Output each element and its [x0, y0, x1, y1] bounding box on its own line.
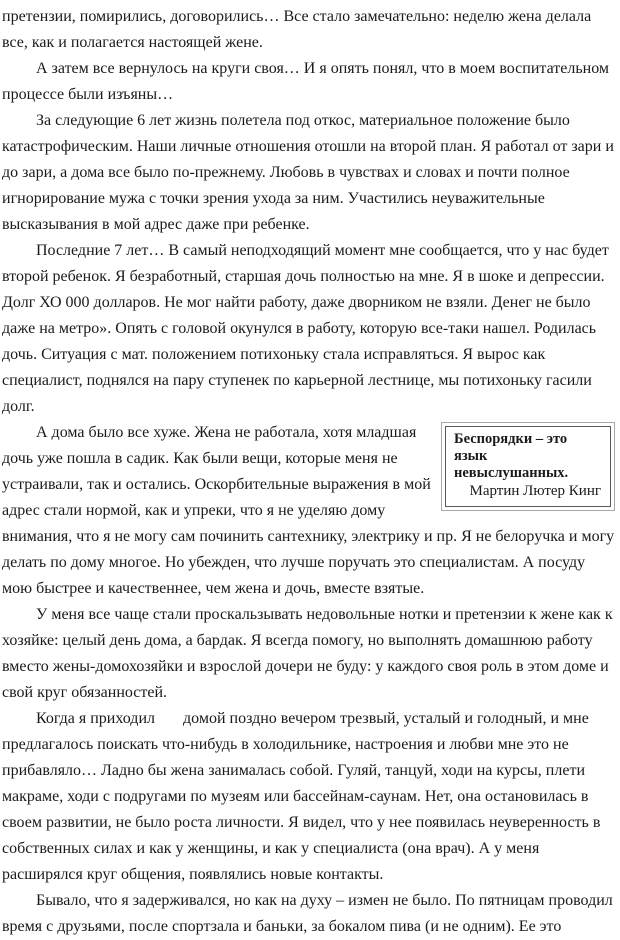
- quote-box-inner: [445, 426, 611, 507]
- quote-attribution: Мартин Лютер Кинг: [469, 483, 601, 499]
- quote-box: [441, 422, 615, 511]
- paragraph-3: За следующие 6 лет жизнь полетела под откос, материальное положение было катастрофическим. Наши личные отношения отошли на второй план. Я работал от зари и до зари, а дома все было по-прежнему. Любовь в чувствах и словах и почти полное игнорирование мужа с точки зрения ухода за ним. Участились неуважительные высказывания в мой адрес даже при ребенке.: [2, 112, 614, 233]
- paragraph-4: Последние 7 лет… В самый неподходящий момент мне сообщается, что у нас будет второй ребенок. Я безработный, старшая дочь полностью на мне. Я в шоке и депрессии. Долг ХО 000 долларов. Не мог найти работу, даже дворником не взяли. Денег не было даже на метро». Опять с головой окунулся в работу, которую все-таки нашел. Родилась дочь. Ситуация с мат. положением потихоньку стала исправляться. Я вырос как специалист, поднялся на пару ступенек по карьерной лестнице, мы потихоньку гасили долг.: [2, 242, 609, 415]
- paragraph-7: Когда я приходил домой поздно вечером трезвый, усталый и голодный, и мне предлагалось поискать что-нибудь в холодильнике, настроения и любви мне это не прибавляло… Ладно бы жена занималась собой. Гуляй, танцуй, ходи на курсы, плети макраме, ходи с подругами по музеям или бассейнам-саунам. Нет, она остановилась в своем развитии, не было роста личности. Я видел, что у нее появилась неуверенность в собственных силах и как у женщины, и как у специалиста (она врач). А у меня расширялся круг общения, появлялись новые контакты.: [2, 710, 601, 883]
- paragraph-5-text: А дома было все хуже. Жена не работала, хотя младшая дочь уже пошла в садик. Как были вещи, которые меня не устраивали, так и остались. Оскорбительные выражения в мой адрес стали нормой, как и упреки, что я не уделяю дому внимания, что я не могу сам починить сантехнику, электрику и пр. Я не белоручка и могу делать по дому многое. Но убежден, что лучше поручать это специалистам. А посуду мою быстрее и качественнее, чем жена и дочь, вместе взятые.: [2, 424, 615, 597]
- quote-text: Беспорядки – это язык невыслушанных.: [454, 431, 569, 481]
- paragraph-1: претензии, помирились, договорились… Все стало замечательно: неделю жена делала все, как и полагается настоящей жене.: [2, 8, 592, 51]
- paragraph-8: Бывало, что я задерживался, но как на духу – измен не было. По пятницам проводил время с друзьями, после спортзала и баньки, за бокалом пива (и не одним). Ее это: [2, 892, 613, 935]
- paragraph-5: [2, 420, 615, 602]
- paragraph-2: А затем все вернулось на круги своя… И я опять понял, что в моем воспитательном процессе были изъяны…: [2, 60, 610, 103]
- paragraph-6: У меня все чаще стали проскальзывать недовольные нотки и претензии к жене как к хозяйке: целый день дома, а бардак. Я всегда помогу, но выполнять домашнюю работу вместо жены-домохозяйки и взрослой дочери не буду: у каждого своя роль в этом доме и свой круг обязанностей.: [2, 606, 613, 701]
